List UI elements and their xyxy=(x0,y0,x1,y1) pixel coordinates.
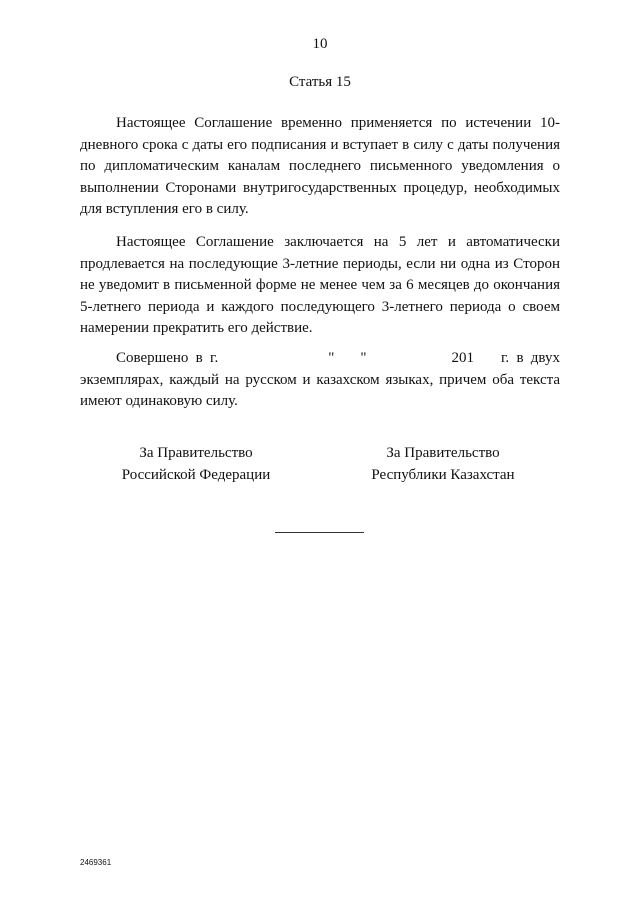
document-code: 2469361 xyxy=(80,858,112,867)
end-divider-line xyxy=(275,532,364,533)
year-prefix: 201 xyxy=(451,350,474,366)
signature-left-line1: За Правительство xyxy=(139,445,253,461)
signature-left-line2: Российской Федерации xyxy=(121,466,271,483)
paragraph-done-at xyxy=(80,348,560,413)
signature-right-line1: За Правительство xyxy=(386,445,500,461)
article-title: Статья 15 xyxy=(289,74,351,90)
signature-right-line2: Республики Казахстан xyxy=(371,466,515,483)
signature-block-kazakhstan xyxy=(343,443,543,486)
done-at-label: Совершено в г. xyxy=(116,350,219,366)
open-quote: " xyxy=(328,350,335,366)
signature-block-russia xyxy=(96,443,296,486)
paragraph-entry-into-force: Настоящее Соглашение временно применяется по истечении 10-дневного срока с даты его подписания и вступает в силу с даты получения по дипломатическим каналам последнего письменного уведомления о выполнении Сторонами внутригосударственных процедур, необходимых для вступления его в силу. xyxy=(80,115,560,217)
done-at-continuation: г. в двух экземплярах, каждый на русском и казахском языках, причем оба текста имеют одинаковую силу. xyxy=(80,350,560,409)
paragraph-term: Настоящее Соглашение заключается на 5 лет и автоматически продлевается на последующие 3-летние периоды, если ни одна из Сторон не уведомит в письменной форме не менее чем за 6 месяцев до окончания 5-летнего периода и каждого последующего 3-летнего периода о своем намерении прекратить его действие. xyxy=(80,234,560,336)
close-quote: " xyxy=(360,350,367,366)
page-number: 10 xyxy=(312,36,328,52)
